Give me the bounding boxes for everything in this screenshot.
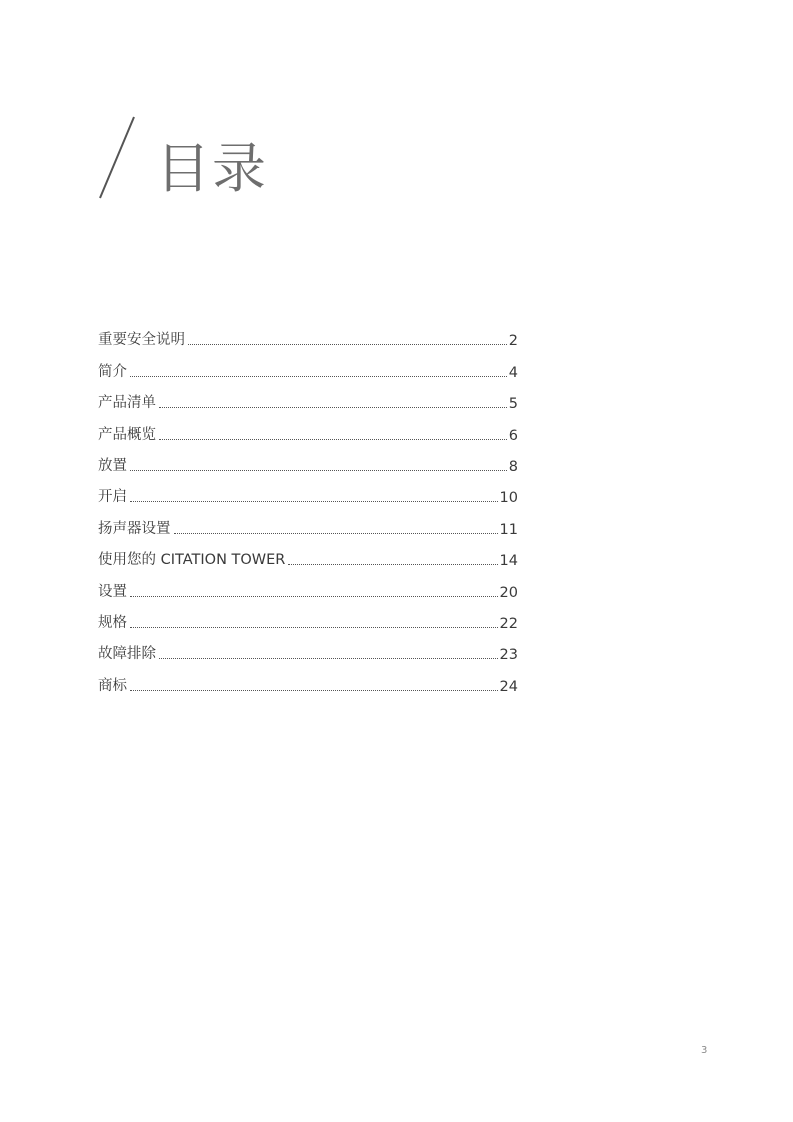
toc-dot-leader — [159, 406, 507, 408]
toc-entry-page: 24 — [499, 678, 518, 695]
toc-entry-placement[interactable] — [98, 444, 518, 475]
toc-dot-leader — [188, 343, 507, 345]
toc-dot-leader — [288, 563, 497, 565]
toc-entry-label: 放置 — [98, 457, 127, 474]
toc-entry-label: 商标 — [98, 677, 127, 694]
toc-entry-safety[interactable] — [98, 318, 518, 349]
toc-dot-leader — [130, 469, 507, 471]
toc-entry-product-overview[interactable] — [98, 412, 518, 443]
toc-entry-settings[interactable] — [98, 569, 518, 600]
toc-entry-page: 4 — [508, 364, 518, 381]
toc-entry-label: 重要安全说明 — [98, 332, 185, 349]
toc-entry-specifications[interactable] — [98, 601, 518, 632]
toc-entry-label: 规格 — [98, 614, 127, 631]
toc-entry-speaker-setup[interactable] — [98, 506, 518, 537]
toc-entry-introduction[interactable] — [98, 349, 518, 380]
title-slash-decoration — [98, 116, 138, 200]
toc-dot-leader — [130, 595, 498, 597]
toc-entry-label: 开启 — [98, 489, 127, 506]
toc-entry-label: 扬声器设置 — [98, 520, 171, 537]
toc-entry-trademarks[interactable] — [98, 663, 518, 694]
toc-entry-page: 20 — [499, 584, 518, 601]
toc-entry-label: 设置 — [98, 583, 127, 600]
toc-entry-power-on[interactable] — [98, 475, 518, 506]
toc-entry-label: 产品清单 — [98, 395, 156, 412]
toc-entry-page: 10 — [499, 490, 518, 507]
toc-entry-page: 11 — [499, 521, 518, 538]
toc-dot-leader — [159, 438, 507, 440]
toc-dot-leader — [130, 689, 498, 691]
toc-dot-leader — [130, 626, 498, 628]
page-number: 3 — [701, 1045, 708, 1056]
toc-entry-page: 14 — [499, 553, 518, 570]
toc-entry-using-citation-tower[interactable] — [98, 538, 518, 569]
toc-entry-page: 5 — [508, 396, 518, 413]
toc-entry-label: 产品概览 — [98, 426, 156, 443]
toc-entry-page: 22 — [499, 615, 518, 632]
toc-dot-leader — [130, 500, 498, 502]
toc-entry-page: 2 — [508, 333, 518, 350]
toc-entry-label: 简介 — [98, 363, 127, 380]
toc-entry-page: 8 — [508, 458, 518, 475]
toc-dot-leader — [159, 657, 498, 659]
toc-entry-label: 使用您的 CITATION TOWER — [98, 552, 286, 569]
toc-entry-troubleshooting[interactable] — [98, 632, 518, 663]
toc-entry-label: 故障排除 — [98, 646, 156, 663]
toc-dot-leader — [174, 532, 498, 534]
toc-entry-page: 23 — [499, 647, 518, 664]
toc-dot-leader — [130, 375, 507, 377]
toc-entry-box-contents[interactable] — [98, 381, 518, 412]
toc-entry-page: 6 — [508, 427, 518, 444]
table-of-contents — [98, 318, 518, 695]
page-title: 目录 — [156, 137, 268, 200]
